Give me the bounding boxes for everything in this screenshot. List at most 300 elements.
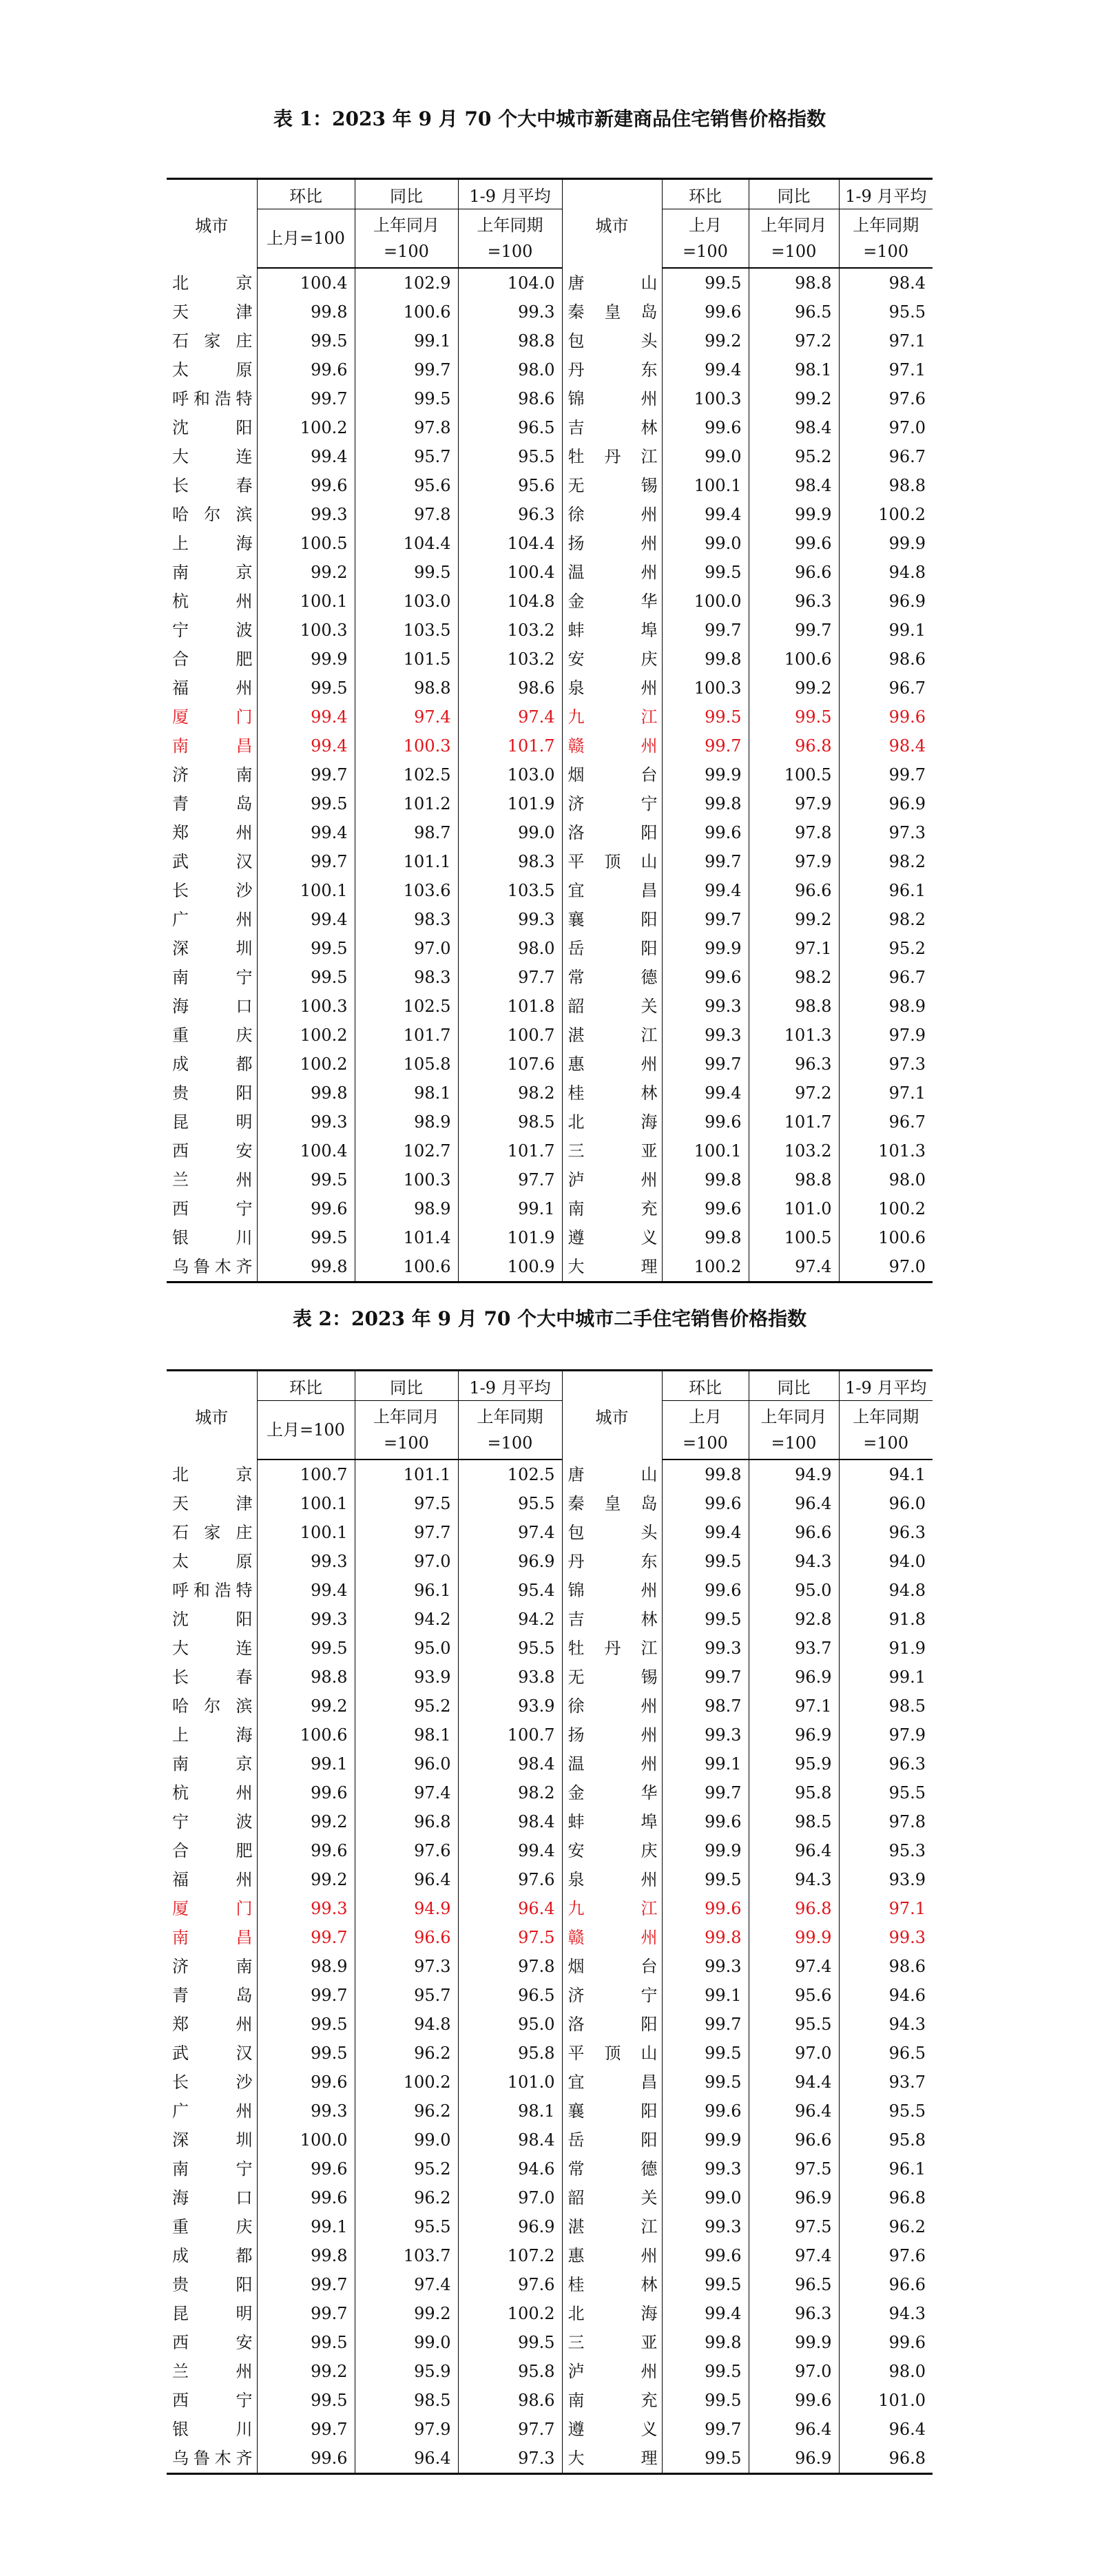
city-right-cell: 金华	[562, 587, 662, 616]
city-right-cell: 蚌埠	[562, 616, 662, 645]
table-row	[167, 1663, 933, 1692]
mom-left-cell: 100.6	[257, 1721, 355, 1749]
city-left-cell: 昆明	[172, 1112, 253, 1132]
yoy-right-cell: 96.3	[749, 587, 839, 616]
yoy-left-cell: 102.5	[355, 992, 458, 1021]
yoy-right-cell: 98.8	[749, 1165, 839, 1194]
yoy-left-cell: 98.8	[355, 674, 458, 703]
table-row	[167, 1634, 933, 1663]
table-row	[167, 1778, 933, 1807]
city-right-cell: 安庆	[562, 645, 662, 674]
avg-right-cell: 99.9	[839, 529, 933, 558]
avg-left-cell: 98.0	[458, 934, 562, 963]
yoy-right-cell: 96.9	[749, 1663, 839, 1692]
avg-right-cell: 95.5	[839, 298, 933, 326]
yoy-left-cell: 100.6	[355, 1252, 458, 1282]
city-right-cell: 洛阳	[562, 818, 662, 847]
mom-left-cell: 99.4	[257, 703, 355, 731]
yoy-right-cell: 98.2	[749, 963, 839, 992]
avg-left-cell: 96.4	[458, 1894, 562, 1923]
yoy-right-cell: 96.4	[749, 2415, 839, 2444]
yoy-right-cell: 99.9	[749, 2328, 839, 2357]
table-row	[167, 616, 933, 645]
yoy-right-cell: 97.8	[749, 818, 839, 847]
city-left-cell: 上海	[172, 534, 253, 553]
avg-right-cell: 99.6	[839, 703, 933, 731]
yoy-left-cell: 103.6	[355, 876, 458, 905]
avg-right-cell: 91.8	[839, 1605, 933, 1634]
city-right-cell: 常德	[562, 2154, 662, 2183]
avg-right-cell: 100.6	[839, 1223, 933, 1252]
table-row	[167, 1923, 933, 1952]
yoy-right-cell: 97.9	[749, 847, 839, 876]
yoy-right-cell: 96.3	[749, 2299, 839, 2328]
mom-right-cell: 99.8	[662, 645, 749, 674]
avg-right-cell: 94.3	[839, 2299, 933, 2328]
yoy-left-cell: 99.5	[355, 384, 458, 413]
mom-right-cell: 99.9	[662, 1836, 749, 1865]
city-right-cell: 大理	[562, 2444, 662, 2474]
mom-right-cell: 99.5	[662, 703, 749, 731]
yoy-right-cell: 96.4	[749, 1489, 839, 1518]
city-right-cell: 北海	[562, 1108, 662, 1136]
table-row	[167, 529, 933, 558]
city-left-cell: 西安	[172, 2333, 253, 2352]
mom-left-cell: 99.7	[257, 2415, 355, 2444]
avg-left-cell: 101.7	[458, 731, 562, 760]
mom-right-cell: 99.8	[662, 1223, 749, 1252]
city-left-cell: 长沙	[172, 881, 253, 900]
avg-right-cell: 99.7	[839, 760, 933, 789]
yoy-right-cell: 98.4	[749, 413, 839, 442]
mom-left-cell: 99.2	[257, 1692, 355, 1721]
yoy-right-cell: 99.9	[749, 1923, 839, 1952]
mom-right-cell: 99.1	[662, 1749, 749, 1778]
avg-right-cell: 95.8	[839, 2126, 933, 2154]
yoy-left-cell: 97.3	[355, 1952, 458, 1981]
mom-right-cell: 99.6	[662, 818, 749, 847]
avg-left-cell: 96.9	[458, 2212, 562, 2241]
avg-left-cell: 100.2	[458, 2299, 562, 2328]
city-right-cell: 秦皇岛	[562, 298, 662, 326]
second-hand-housing-price-index-table	[167, 1369, 933, 2475]
city-right-cell: 无锡	[562, 1663, 662, 1692]
mom-left-cell: 99.2	[257, 2357, 355, 2386]
mom-right-cell: 99.8	[662, 1460, 749, 1489]
yoy-right-cell: 96.6	[749, 1518, 839, 1547]
avg-right-cell: 99.6	[839, 2328, 933, 2357]
city-right-cell: 赣州	[562, 731, 662, 760]
table-row	[167, 2154, 933, 2183]
city-right-cell: 济宁	[562, 789, 662, 818]
city-right-cell: 宜昌	[562, 876, 662, 905]
mom-right-cell: 99.3	[662, 1634, 749, 1663]
city-left-cell: 北京	[172, 1464, 253, 1484]
table-row	[167, 2068, 933, 2097]
mom-right-cell: 99.3	[662, 1021, 749, 1050]
city-left-cell: 贵阳	[172, 2275, 253, 2294]
city-left-cell: 哈尔滨	[172, 505, 253, 524]
table-row	[167, 326, 933, 355]
yoy-right-cell: 94.9	[749, 1460, 839, 1489]
mom-right-cell: 100.2	[662, 1252, 749, 1282]
table-row	[167, 2415, 933, 2444]
avg-left-cell: 99.1	[458, 1194, 562, 1223]
avg-header-right: 1-9 月平均	[839, 179, 933, 209]
yoy-right-cell: 97.4	[749, 1952, 839, 1981]
mom-left-cell: 99.8	[257, 298, 355, 326]
table-row	[167, 500, 933, 529]
avg-right-cell: 98.4	[839, 268, 933, 298]
city-left-cell: 大连	[172, 447, 253, 466]
new-housing-price-index-table	[167, 178, 933, 1283]
mom-left-cell: 99.7	[257, 760, 355, 789]
table-row	[167, 818, 933, 847]
avg-right-cell: 97.6	[839, 384, 933, 413]
city-left-cell: 上海	[172, 1725, 253, 1745]
city-left-cell: 银川	[172, 2420, 253, 2439]
table-row	[167, 1576, 933, 1605]
avg-right-cell: 97.9	[839, 1721, 933, 1749]
yoy-header-right: 同比	[749, 179, 839, 209]
city-left-cell: 厦门	[172, 1899, 253, 1918]
yoy-header-left: 同比	[355, 179, 458, 209]
table-row	[167, 789, 933, 818]
city-right-cell: 襄阳	[562, 2097, 662, 2126]
avg-right-cell: 93.7	[839, 2068, 933, 2097]
city-right-cell: 蚌埠	[562, 1807, 662, 1836]
city-right-cell: 九江	[562, 1894, 662, 1923]
yoy-header-left: 同比	[355, 1371, 458, 1401]
avg-left-cell: 103.2	[458, 645, 562, 674]
yoy-left-cell: 103.7	[355, 2241, 458, 2270]
city-right-cell: 九江	[562, 703, 662, 731]
mom-left-cell: 100.1	[257, 876, 355, 905]
yoy-right-cell: 97.0	[749, 2039, 839, 2068]
avg-right-cell: 96.9	[839, 587, 933, 616]
city-right-cell: 平顶山	[562, 847, 662, 876]
mom-left-cell: 99.5	[257, 326, 355, 355]
city-right-cell: 岳阳	[562, 2126, 662, 2154]
yoy-left-cell: 97.8	[355, 500, 458, 529]
avg-base-right: 上年同期 =100	[839, 1401, 933, 1460]
city-right-cell: 锦州	[562, 384, 662, 413]
table-1-section	[167, 0, 933, 1288]
yoy-right-cell: 98.8	[749, 268, 839, 298]
avg-left-cell: 104.8	[458, 587, 562, 616]
mom-base-left: 上月=100	[257, 1401, 355, 1460]
avg-left-cell: 95.5	[458, 1634, 562, 1663]
avg-left-cell: 100.9	[458, 1252, 562, 1282]
yoy-right-cell: 100.6	[749, 645, 839, 674]
avg-right-cell: 100.2	[839, 1194, 933, 1223]
city-right-cell: 烟台	[562, 760, 662, 789]
yoy-left-cell: 101.4	[355, 1223, 458, 1252]
city-right-cell: 济宁	[562, 1981, 662, 2010]
city-left-cell: 南京	[172, 563, 253, 582]
yoy-left-cell: 98.3	[355, 905, 458, 934]
avg-left-cell: 95.5	[458, 1489, 562, 1518]
table-row	[167, 268, 933, 298]
city-left-cell: 深圳	[172, 939, 253, 958]
city-right-cell: 烟台	[562, 1952, 662, 1981]
table-row	[167, 413, 933, 442]
mom-left-cell: 99.1	[257, 2212, 355, 2241]
city-left-cell: 太原	[172, 1552, 253, 1571]
avg-left-cell: 98.2	[458, 1079, 562, 1108]
city-left-cell: 乌鲁木齐	[167, 1252, 257, 1282]
city-left-cell: 郑州	[172, 823, 253, 842]
mom-left-cell: 99.6	[257, 1194, 355, 1223]
mom-left-cell: 99.6	[257, 1778, 355, 1807]
city-right-cell: 襄阳	[562, 905, 662, 934]
yoy-base-right: 上年同月 =100	[749, 209, 839, 269]
yoy-right-cell: 96.8	[749, 731, 839, 760]
city-left-cell: 银川	[172, 1228, 253, 1247]
mom-left-cell: 99.5	[257, 2386, 355, 2415]
avg-right-cell: 96.1	[839, 2154, 933, 2183]
yoy-right-cell: 95.6	[749, 1981, 839, 2010]
mom-left-cell: 99.6	[257, 2068, 355, 2097]
mom-left-cell: 99.2	[257, 1807, 355, 1836]
mom-right-cell: 99.7	[662, 731, 749, 760]
city-left-cell: 兰州	[172, 2362, 253, 2381]
table-row	[167, 876, 933, 905]
yoy-base-left: 上年同月 =100	[355, 209, 458, 269]
avg-left-cell: 96.5	[458, 1981, 562, 2010]
yoy-left-cell: 98.1	[355, 1079, 458, 1108]
yoy-left-cell: 103.0	[355, 587, 458, 616]
avg-base-left: 上年同期 =100	[458, 1401, 562, 1460]
avg-left-cell: 102.5	[458, 1460, 562, 1489]
yoy-left-cell: 98.1	[355, 1721, 458, 1749]
table-row	[167, 1865, 933, 1894]
city-right-cell: 南充	[562, 2386, 662, 2415]
city-left-cell: 福州	[172, 678, 253, 698]
avg-right-cell: 101.0	[839, 2386, 933, 2415]
avg-left-cell: 95.4	[458, 1576, 562, 1605]
mom-left-cell: 99.7	[257, 1923, 355, 1952]
yoy-right-cell: 99.6	[749, 2386, 839, 2415]
yoy-right-cell: 96.4	[749, 1836, 839, 1865]
mom-right-cell: 99.6	[662, 1894, 749, 1923]
city-right-cell: 赣州	[562, 1923, 662, 1952]
yoy-left-cell: 94.8	[355, 2010, 458, 2039]
city-left-cell: 南京	[172, 1754, 253, 1774]
city-right-cell: 吉林	[562, 413, 662, 442]
city-left-cell: 沈阳	[172, 418, 253, 437]
mom-left-cell: 99.5	[257, 674, 355, 703]
yoy-right-cell: 100.5	[749, 760, 839, 789]
table-row	[167, 1952, 933, 1981]
avg-left-cell: 96.5	[458, 413, 562, 442]
city-left-cell: 石家庄	[172, 1523, 253, 1542]
yoy-right-cell: 99.2	[749, 674, 839, 703]
mom-left-cell: 99.5	[257, 963, 355, 992]
mom-right-cell: 99.6	[662, 2097, 749, 2126]
yoy-left-cell: 97.5	[355, 1489, 458, 1518]
yoy-left-cell: 93.9	[355, 1663, 458, 1692]
mom-left-cell: 99.8	[257, 1252, 355, 1282]
yoy-right-cell: 96.9	[749, 2183, 839, 2212]
mom-left-cell: 99.6	[257, 2154, 355, 2183]
mom-right-cell: 99.5	[662, 2444, 749, 2474]
mom-right-cell: 100.1	[662, 471, 749, 500]
yoy-right-cell: 97.5	[749, 2212, 839, 2241]
city-left-cell: 乌鲁木齐	[167, 2444, 257, 2474]
yoy-right-cell: 93.7	[749, 1634, 839, 1663]
avg-left-cell: 95.0	[458, 2010, 562, 2039]
table-row	[167, 1894, 933, 1923]
yoy-right-cell: 98.4	[749, 471, 839, 500]
mom-left-cell: 99.5	[257, 2010, 355, 2039]
mom-right-cell: 99.6	[662, 1489, 749, 1518]
table-row	[167, 2097, 933, 2126]
yoy-right-cell: 96.6	[749, 876, 839, 905]
mom-left-cell: 98.9	[257, 1952, 355, 1981]
avg-right-cell: 101.3	[839, 1136, 933, 1165]
mom-left-cell: 99.5	[257, 934, 355, 963]
mom-left-cell: 100.5	[257, 529, 355, 558]
mom-right-cell: 99.7	[662, 2010, 749, 2039]
yoy-right-cell: 95.8	[749, 1778, 839, 1807]
city-right-cell: 唐山	[562, 268, 662, 298]
yoy-left-cell: 96.6	[355, 1923, 458, 1952]
mom-right-cell: 99.3	[662, 1721, 749, 1749]
avg-left-cell: 95.8	[458, 2357, 562, 2386]
city-right-cell: 韶关	[562, 2183, 662, 2212]
avg-right-cell: 96.0	[839, 1489, 933, 1518]
mom-left-cell: 99.5	[257, 1223, 355, 1252]
avg-right-cell: 96.5	[839, 2039, 933, 2068]
mom-left-cell: 99.6	[257, 355, 355, 384]
avg-left-cell: 99.4	[458, 1836, 562, 1865]
mom-right-cell: 99.5	[662, 1547, 749, 1576]
avg-right-cell: 98.5	[839, 1692, 933, 1721]
table-row	[167, 2299, 933, 2328]
avg-right-cell: 97.3	[839, 1050, 933, 1079]
city-right-cell: 惠州	[562, 2241, 662, 2270]
mom-left-cell: 99.7	[257, 2299, 355, 2328]
mom-left-cell: 99.4	[257, 731, 355, 760]
mom-left-cell: 99.2	[257, 558, 355, 587]
table-row	[167, 298, 933, 326]
table-row	[167, 1807, 933, 1836]
city-right-cell: 三亚	[562, 1136, 662, 1165]
avg-right-cell: 97.0	[839, 413, 933, 442]
yoy-right-cell: 94.4	[749, 2068, 839, 2097]
avg-left-cell: 96.9	[458, 1547, 562, 1576]
avg-header-left: 1-9 月平均	[458, 1371, 562, 1401]
mom-right-cell: 100.3	[662, 384, 749, 413]
table-row	[167, 674, 933, 703]
avg-right-cell: 97.6	[839, 2241, 933, 2270]
mom-right-cell: 99.8	[662, 789, 749, 818]
city-right-cell: 泉州	[562, 674, 662, 703]
avg-right-cell: 97.1	[839, 355, 933, 384]
city-right-cell: 安庆	[562, 1836, 662, 1865]
city-left-cell: 长沙	[172, 2073, 253, 2092]
table-1-title: 表 1：2023 年 9 月 70 个大中城市新建商品住宅销售价格指数	[273, 107, 826, 130]
yoy-header-right: 同比	[749, 1371, 839, 1401]
city-right-cell: 桂林	[562, 2270, 662, 2299]
yoy-left-cell: 95.6	[355, 471, 458, 500]
avg-right-cell: 91.9	[839, 1634, 933, 1663]
yoy-right-cell: 96.6	[749, 2126, 839, 2154]
yoy-right-cell: 96.8	[749, 1894, 839, 1923]
avg-right-cell: 98.9	[839, 992, 933, 1021]
mom-base-right: 上月 =100	[662, 1401, 749, 1460]
avg-right-cell: 98.6	[839, 645, 933, 674]
avg-right-cell: 96.4	[839, 2415, 933, 2444]
mom-right-cell: 99.2	[662, 326, 749, 355]
avg-left-cell: 101.7	[458, 1136, 562, 1165]
avg-left-cell: 97.8	[458, 1952, 562, 1981]
mom-left-cell: 100.1	[257, 1489, 355, 1518]
mom-base-left: 上月=100	[257, 209, 355, 269]
avg-left-cell: 97.6	[458, 1865, 562, 1894]
avg-left-cell: 98.2	[458, 1778, 562, 1807]
mom-left-cell: 99.8	[257, 2241, 355, 2270]
city-right-cell: 徐州	[562, 500, 662, 529]
avg-right-cell: 98.8	[839, 471, 933, 500]
avg-right-cell: 94.8	[839, 1576, 933, 1605]
city-right-cell: 唐山	[562, 1460, 662, 1489]
avg-right-cell: 94.1	[839, 1460, 933, 1489]
mom-header-right: 环比	[662, 179, 749, 209]
table-row	[167, 1518, 933, 1547]
avg-right-cell: 95.5	[839, 2097, 933, 2126]
yoy-left-cell: 95.2	[355, 2154, 458, 2183]
city-left-cell: 济南	[172, 765, 253, 785]
avg-right-cell: 96.7	[839, 963, 933, 992]
avg-right-cell: 96.3	[839, 1518, 933, 1547]
avg-left-cell: 107.6	[458, 1050, 562, 1079]
city-left-cell: 南昌	[172, 736, 253, 756]
yoy-right-cell: 97.9	[749, 789, 839, 818]
yoy-right-cell: 99.6	[749, 529, 839, 558]
avg-right-cell: 98.2	[839, 905, 933, 934]
avg-left-cell: 97.4	[458, 703, 562, 731]
yoy-left-cell: 100.3	[355, 731, 458, 760]
table-row	[167, 2444, 933, 2474]
city-left-cell: 广州	[172, 2101, 253, 2121]
city-right-cell: 湛江	[562, 2212, 662, 2241]
avg-left-cell: 98.6	[458, 2386, 562, 2415]
avg-right-cell: 96.3	[839, 1749, 933, 1778]
mom-right-cell: 99.7	[662, 2415, 749, 2444]
mom-left-cell: 99.4	[257, 1576, 355, 1605]
table-row	[167, 1460, 933, 1489]
table-row	[167, 355, 933, 384]
avg-right-cell: 97.1	[839, 326, 933, 355]
yoy-left-cell: 99.0	[355, 2328, 458, 2357]
city-left-cell: 武汉	[172, 2044, 253, 2063]
mom-right-cell: 99.0	[662, 2183, 749, 2212]
mom-left-cell: 99.6	[257, 2183, 355, 2212]
city-left-cell: 杭州	[172, 592, 253, 611]
mom-header-left: 环比	[257, 1371, 355, 1401]
yoy-left-cell: 98.9	[355, 1108, 458, 1136]
yoy-right-cell: 99.5	[749, 703, 839, 731]
yoy-left-cell: 97.0	[355, 934, 458, 963]
avg-right-cell: 99.1	[839, 616, 933, 645]
yoy-right-cell: 98.1	[749, 355, 839, 384]
mom-right-cell: 99.3	[662, 1952, 749, 1981]
avg-left-cell: 98.5	[458, 1108, 562, 1136]
yoy-right-cell: 95.2	[749, 442, 839, 471]
yoy-right-cell: 97.1	[749, 934, 839, 963]
